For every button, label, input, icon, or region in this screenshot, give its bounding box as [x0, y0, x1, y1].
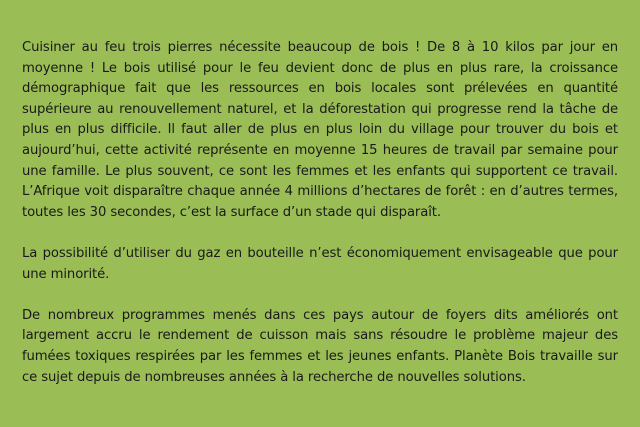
paragraph-improved-stoves: De nombreux programmes menés dans ces pays autour de foyers dits améliorés ont largement accru le rendement de cuisson mais sans résoudre le problème majeur des fumées toxiques respirées par les femmes et les jeunes enfants. Planète Bois travaille sur ce sujet depuis de nombreuses années à la recherche de nouvelles solutions. — [22, 307, 618, 385]
paragraph-firewood: Cuisiner au feu trois pierres nécessite beaucoup de bois ! De 8 à 10 kilos par jour en moyenne ! Le bois utilisé pour le feu devient donc de plus en plus rare, la croissance démographique fait que les ressources en bois locales sont prélevées en quantité supérieure au renouvellement naturel, et la déforestation qui progresse rend la tâche de plus en plus difficile. Il faut aller de plus en plus loin du village pour trouver du bois et aujourd’hui, cette activité représente en moyenne 15 heures de travail par semaine pour une famille. Le plus souvent, ce sont les femmes et les enfants qui supportent ce travail. L’Afrique voit disparaître chaque année 4 millions d’hectares de forêt : en d’autres termes, toutes les 30 secondes, c’est la surface d’un stade qui disparaît. — [22, 40, 618, 220]
paragraph-bottled-gas: La possibilité d’utiliser du gaz en bouteille n’est économiquement envisageable que pour une minorité. — [22, 245, 618, 282]
article-body — [22, 38, 618, 388]
